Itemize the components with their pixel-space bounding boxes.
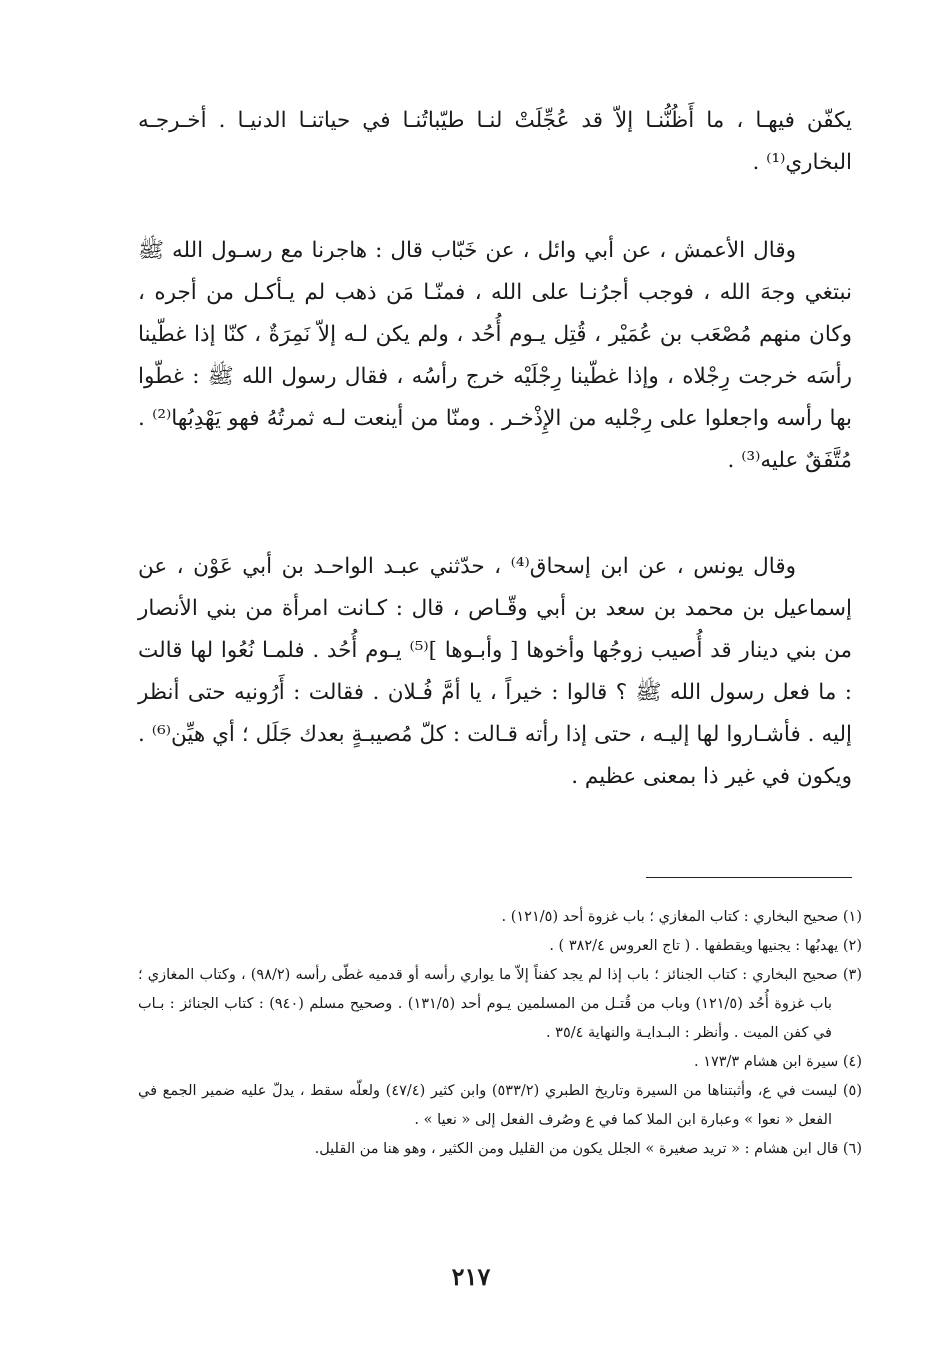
- footnote-1: (١) صحيح البخاري : كتاب المغازي ؛ باب غزوة أحد (١٢١/٥) .: [501, 909, 862, 925]
- footnote-3: (٣) صحيح البخاري : كتاب الجنائز ؛ باب إذا لم يجد كفناً إلاّ ما يواري رأسه أو قدميه غطّى رأسه (٩٨/٢) ، وكتاب المغازي ؛ باب غزوة أُحُد (١٢١/٥) وباب من قُتـل من المسلمين يـوم أحد (١٣١/٥) . وصحيح مسلم (٩٤٠) : كتاب الجنائز : بـاب في كفن الميت . وأنظر : البـدايـة والنهاية ٣٥/٤ .: [138, 967, 862, 1041]
- paragraph-1: يكفّن فيهـا ، ما أَظُنُّنـا إلاّ قد عُجِّلَتْ لنـا طيّباتُنـا في حياتنـا الدنيـا . أخـرجـه البخاري⁽¹⁾ .: [138, 108, 852, 175]
- footnote-6: (٦) قال ابن هشام : « تريد صغيرة » الجلل يكون من القليل ومن الكثير ، وهو هنا من القليل.: [314, 1141, 862, 1157]
- footnote-2: (٢) يهدبُها : يجنيها ويقطفها . ( تاج العروس ٣٨٢/٤ ) .: [549, 938, 862, 954]
- page-number: ٢١٧: [451, 1262, 491, 1291]
- paragraph-2: وقال الأعمش ، عن أبي وائل ، عن خَبّاب قال : هاجرنا مع رسـول الله ﷺ نبتغي وجهَ الله ، فوجب أجرُنـا على الله ، فمنّـا مَن ذهب لم يـأكـل من أجره ، وكان منهم مُصْعَب بن عُمَيْر ، قُتِل يـوم أُحُد ، ولم يكن لـه إلاّ نَمِرَةٌ ، كنّا إذا غطّينا رأسَه خرجت رِجْلاه ، وإذا غطّينا رِجْلَيْه خرج رأسُه ، فقال رسول الله ﷺ : غطّوا بها رأسه واجعلوا على رِجْليه من الإِذْخـر . ومنّا من أينعت لـه ثمرتُهُ فهو يَهْدِبُها⁽²⁾ . مُتَّفَقٌ عليه⁽³⁾ .: [138, 238, 852, 473]
- footnotes: [138, 903, 862, 1164]
- footnote-separator: [646, 877, 852, 878]
- footnote-4: (٤) سيرة ابن هشام ١٧٣/٣ .: [693, 1054, 862, 1070]
- footnote-5: (٥) ليست في ع، وأثبتناها من السيرة وتاريخ الطبري (٥٣٣/٢) وابن كثير (٤٧/٤) ولعلّه سقط ، يدلّ عليه ضمير الجمع في الفعل « نعوا » وعبارة ابن الملا كما في ع وصُرف الفعل إلى « نعيا » .: [138, 1083, 862, 1128]
- paragraph-3: وقال يونس ، عن ابن إسحاق⁽⁴⁾ ، حدّثني عبـد الواحـد بن أبي عَوْن ، عن إسماعيل بن محمد بن سعد بن أبي وقّـاص ، قال : كـانت امرأة من بني الأنصار من بني دينار قد أُصيب زوجُها وأخوها [ وأبـوها ]⁽⁵⁾ يـوم أُحُد . فلمـا نُعُوا لها قالت : ما فعل رسول الله ﷺ ؟ قالوا : خيراً ، يا أمَّ فُـلان . فقالت : أَرُونيه حتى أنظر إليه . فأشـاروا لها إليـه ، حتى إذا رأته قـالت : كلّ مُصيبـةٍ بعدك جَلَل ؛ أي هيِّن⁽⁶⁾ . ويكون في غير ذا بمعنى عظيم .: [138, 554, 852, 789]
